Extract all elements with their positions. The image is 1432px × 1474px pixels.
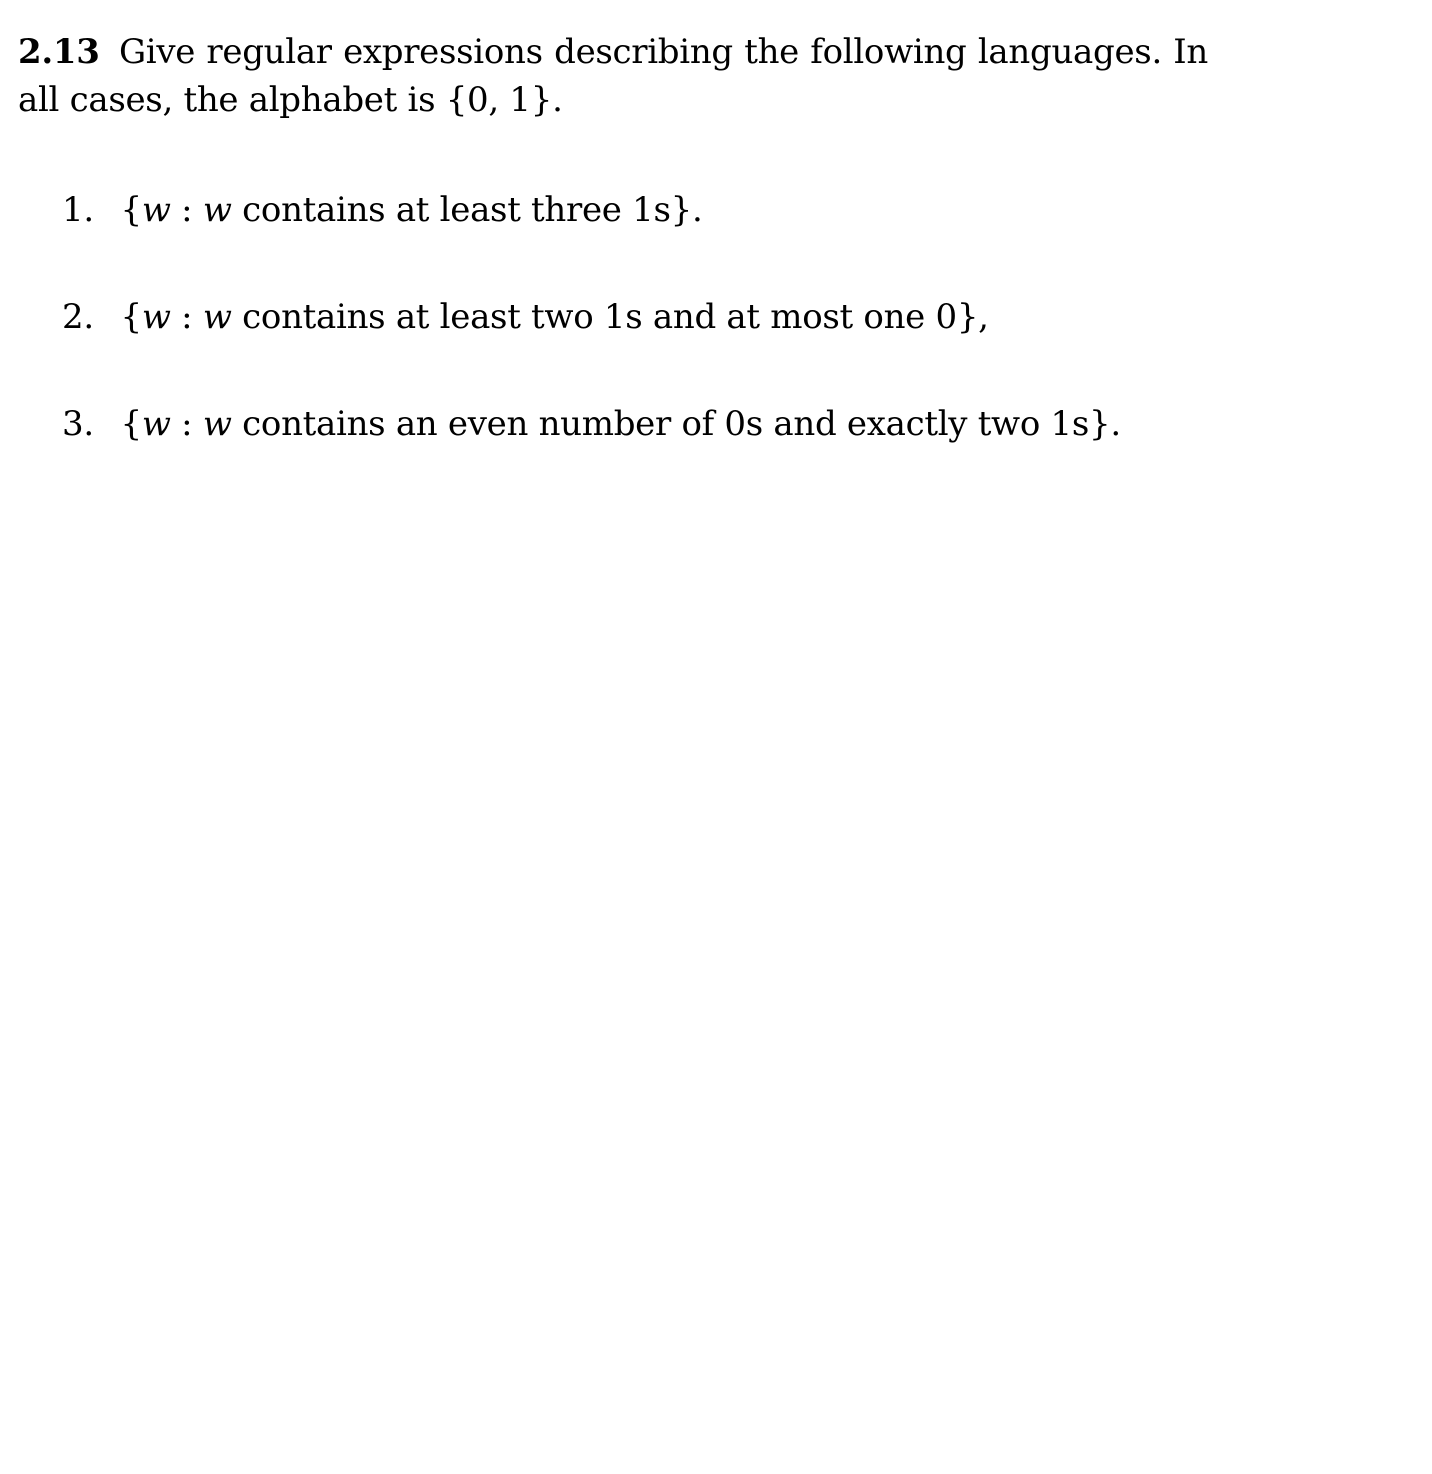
list-item: [62, 186, 1362, 234]
math-variable: w: [202, 404, 232, 444]
math-variable: w: [141, 190, 171, 230]
list-item: [62, 293, 1362, 341]
item-1-full-text: [0, 0, 1, 1]
item-number: 1.: [62, 190, 94, 230]
set-colon: :: [170, 190, 203, 230]
problem-text: Give regular expressions describing the following languages. In all cases, the alphabet is {0, 1}.: [18, 32, 1208, 120]
list-item: [62, 400, 1362, 448]
problem-statement: [18, 28, 1208, 124]
math-variable: w: [141, 404, 171, 444]
item-number: 3.: [62, 404, 94, 444]
set-open-brace: {: [120, 404, 142, 444]
set-close-brace: },: [956, 297, 989, 337]
math-variable: w: [202, 190, 232, 230]
condition-text: contains an even number of 0s and exactly two 1s: [231, 404, 1090, 444]
set-close-brace: }.: [670, 190, 703, 230]
condition-text: contains at least three 1s: [231, 190, 671, 230]
set-colon: :: [170, 297, 203, 337]
problem-number: 2.13: [18, 32, 100, 72]
math-variable: w: [202, 297, 232, 337]
item-3-full-text: [0, 0, 1, 1]
item-number: 2.: [62, 297, 94, 337]
set-close-brace: }.: [1089, 404, 1121, 444]
set-colon: :: [170, 404, 203, 444]
set-open-brace: {: [120, 297, 142, 337]
set-open-brace: {: [120, 190, 142, 230]
condition-text: contains at least two 1s and at most one 0: [231, 297, 957, 337]
item-2-full-text: [0, 0, 1, 1]
math-variable: w: [141, 297, 171, 337]
